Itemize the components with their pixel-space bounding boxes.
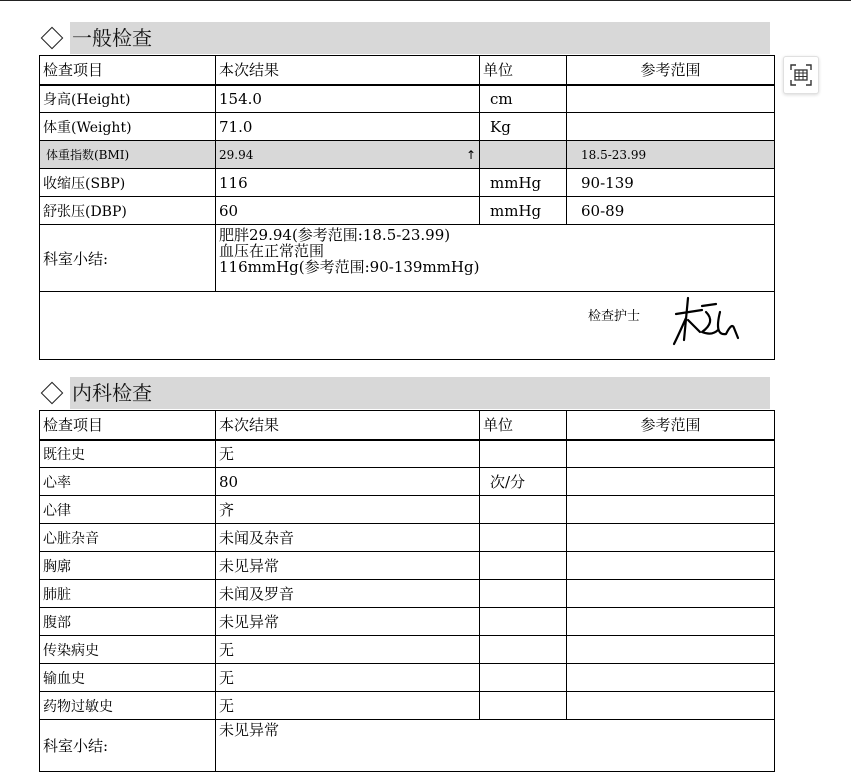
item-unit: mmHg bbox=[480, 197, 567, 225]
signature-cell bbox=[40, 292, 775, 360]
item-result: 未闻及罗音 bbox=[216, 580, 480, 608]
item-result: 116 bbox=[216, 169, 480, 197]
item-unit bbox=[480, 608, 567, 636]
item-ref bbox=[567, 113, 775, 141]
item-name: 肺脏 bbox=[40, 580, 216, 608]
internal-exam-table bbox=[39, 410, 775, 772]
summary-text bbox=[216, 225, 775, 292]
table-row bbox=[40, 197, 775, 225]
item-ref: 18.5-23.99 bbox=[567, 141, 775, 169]
item-result: 未见异常 bbox=[216, 608, 480, 636]
item-name: 心率 bbox=[40, 468, 216, 496]
item-name: 身高(Height) bbox=[40, 85, 216, 113]
crop-scan-icon bbox=[790, 64, 812, 86]
table-row bbox=[40, 85, 775, 113]
item-unit: mmHg bbox=[480, 169, 567, 197]
table-header-row bbox=[40, 56, 775, 85]
nurse-signature bbox=[672, 292, 742, 354]
summary-text bbox=[216, 720, 775, 772]
item-unit: Kg bbox=[480, 113, 567, 141]
item-unit bbox=[480, 141, 567, 169]
top-border-line bbox=[0, 0, 851, 1]
table-row bbox=[40, 524, 775, 552]
item-result: 无 bbox=[216, 440, 480, 468]
item-unit: 次/分 bbox=[480, 468, 567, 496]
table-row bbox=[40, 692, 775, 720]
item-ref bbox=[567, 580, 775, 608]
section-title: 一般检查 bbox=[72, 26, 152, 50]
item-result: 无 bbox=[216, 636, 480, 664]
signature-row bbox=[40, 292, 775, 360]
item-result: 60 bbox=[216, 197, 480, 225]
table-row bbox=[40, 552, 775, 580]
table-row bbox=[40, 608, 775, 636]
item-name: 收缩压(SBP) bbox=[40, 169, 216, 197]
item-ref: 60-89 bbox=[567, 197, 775, 225]
table-row bbox=[40, 664, 775, 692]
table-row-highlighted bbox=[40, 141, 775, 169]
table-header-row bbox=[40, 411, 775, 440]
item-unit bbox=[480, 664, 567, 692]
item-result-cell bbox=[216, 141, 480, 169]
section-header-general bbox=[40, 22, 770, 54]
item-name: 心脏杂音 bbox=[40, 524, 216, 552]
item-result: 71.0 bbox=[216, 113, 480, 141]
item-name: 腹部 bbox=[40, 608, 216, 636]
item-unit bbox=[480, 636, 567, 664]
item-name: 药物过敏史 bbox=[40, 692, 216, 720]
summary-row bbox=[40, 225, 775, 292]
item-ref bbox=[567, 692, 775, 720]
item-name: 既往史 bbox=[40, 440, 216, 468]
item-name: 舒张压(DBP) bbox=[40, 197, 216, 225]
header-unit: 单位 bbox=[480, 411, 567, 440]
summary-line: 116mmHg(参考范围:90-139mmHg) bbox=[219, 258, 480, 276]
table-row bbox=[40, 580, 775, 608]
header-item: 检查项目 bbox=[40, 411, 216, 440]
item-name: 体重指数(BMI) bbox=[40, 141, 216, 169]
crop-scan-button[interactable] bbox=[783, 56, 819, 94]
item-ref bbox=[567, 468, 775, 496]
item-name: 体重(Weight) bbox=[40, 113, 216, 141]
item-unit bbox=[480, 580, 567, 608]
item-name: 心律 bbox=[40, 496, 216, 524]
item-result: 无 bbox=[216, 692, 480, 720]
item-name: 胸廓 bbox=[40, 552, 216, 580]
general-exam-table bbox=[39, 55, 775, 360]
item-unit: cm bbox=[480, 85, 567, 113]
header-ref: 参考范围 bbox=[567, 411, 775, 440]
item-unit bbox=[480, 524, 567, 552]
item-ref bbox=[567, 608, 775, 636]
header-result: 本次结果 bbox=[216, 56, 480, 85]
item-result: 154.0 bbox=[216, 85, 480, 113]
table-row bbox=[40, 636, 775, 664]
section-title: 内科检查 bbox=[72, 381, 152, 405]
item-ref bbox=[567, 85, 775, 113]
summary-label: 科室小结: bbox=[40, 720, 216, 772]
nurse-label: 检查护士 bbox=[588, 309, 641, 324]
item-ref bbox=[567, 496, 775, 524]
item-result: 未见异常 bbox=[216, 552, 480, 580]
item-result: 未闻及杂音 bbox=[216, 524, 480, 552]
summary-line: 肥胖29.94(参考范围:18.5-23.99) bbox=[219, 226, 451, 244]
table-row bbox=[40, 440, 775, 468]
item-unit bbox=[480, 440, 567, 468]
table-row bbox=[40, 468, 775, 496]
summary-line: 血压在正常范围 bbox=[219, 242, 325, 260]
item-ref bbox=[567, 440, 775, 468]
header-ref: 参考范围 bbox=[567, 56, 775, 85]
item-unit bbox=[480, 552, 567, 580]
item-name: 传染病史 bbox=[40, 636, 216, 664]
item-result: 29.94 bbox=[219, 147, 254, 162]
item-ref bbox=[567, 552, 775, 580]
item-result: 80 bbox=[216, 468, 480, 496]
item-result: 齐 bbox=[216, 496, 480, 524]
table-row bbox=[40, 169, 775, 197]
item-result: 无 bbox=[216, 664, 480, 692]
header-item: 检查项目 bbox=[40, 56, 216, 85]
item-ref bbox=[567, 524, 775, 552]
item-ref bbox=[567, 664, 775, 692]
table-row bbox=[40, 113, 775, 141]
header-result: 本次结果 bbox=[216, 411, 480, 440]
item-ref bbox=[567, 636, 775, 664]
summary-line: 未见异常 bbox=[219, 721, 280, 739]
item-unit bbox=[480, 496, 567, 524]
summary-row bbox=[40, 720, 775, 772]
item-name: 输血史 bbox=[40, 664, 216, 692]
summary-label: 科室小结: bbox=[40, 225, 216, 292]
header-unit: 单位 bbox=[480, 56, 567, 85]
up-arrow-icon: ↑ bbox=[465, 147, 476, 162]
item-ref: 90-139 bbox=[567, 169, 775, 197]
table-row bbox=[40, 496, 775, 524]
section-header-internal bbox=[40, 377, 770, 409]
item-unit bbox=[480, 692, 567, 720]
